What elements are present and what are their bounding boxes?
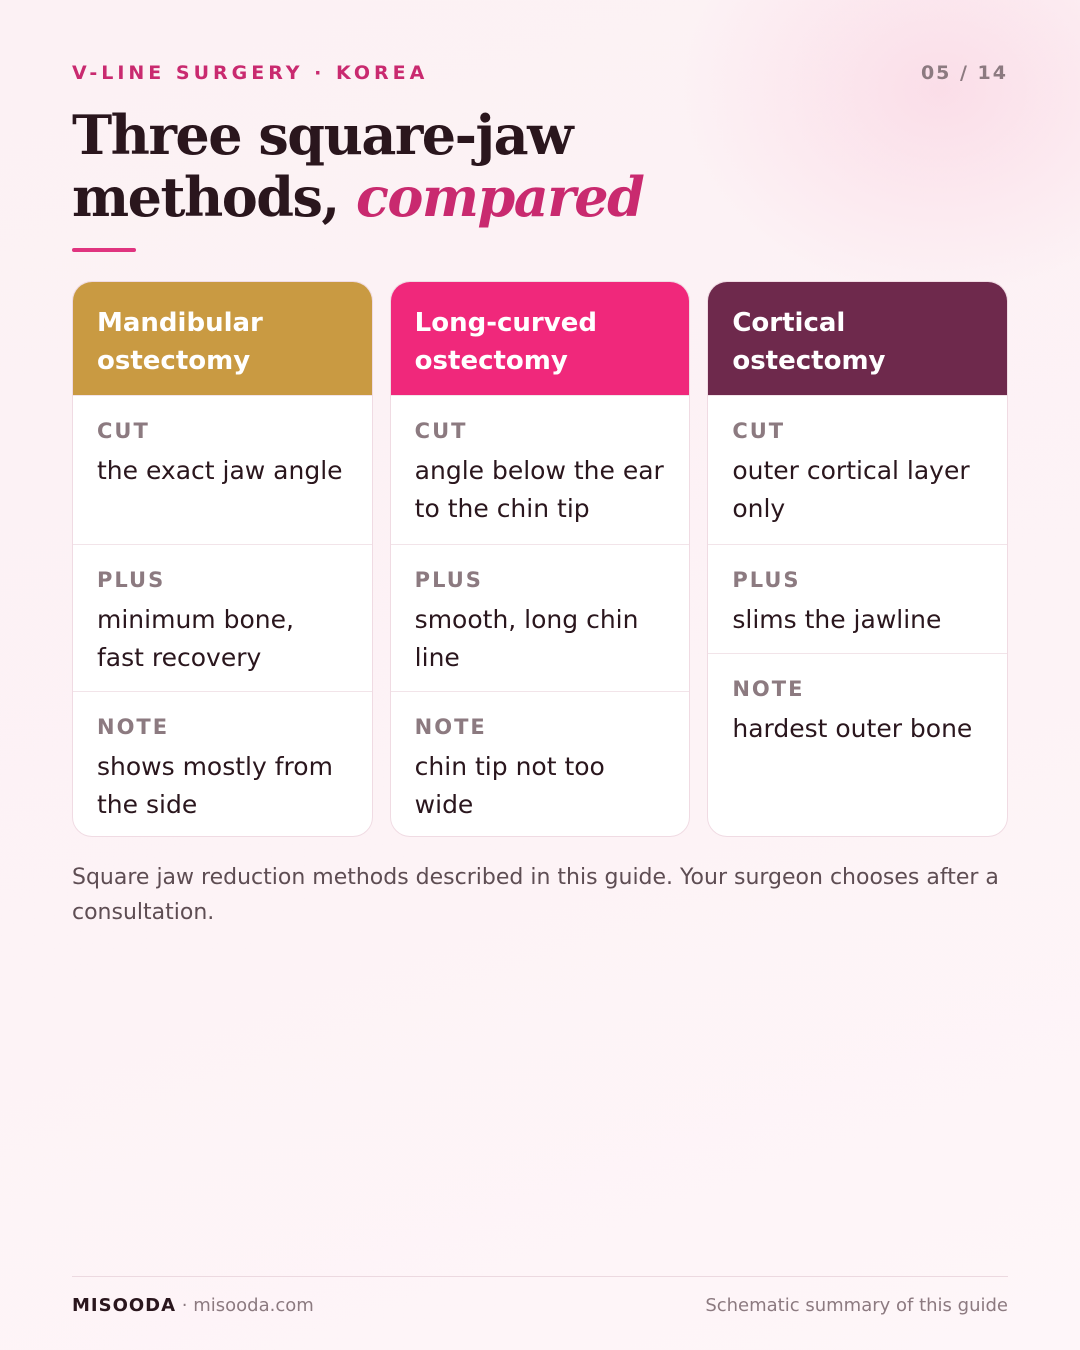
card-header: Mandibular ostectomy (73, 282, 372, 395)
card-row-cut (73, 395, 372, 544)
row-label: CUT (732, 419, 786, 443)
page-title (72, 104, 832, 228)
page-counter: 05 / 14 (920, 62, 1008, 84)
row-text: angle below the ear to the chin tip (414, 456, 664, 523)
card-row-plus (73, 544, 372, 691)
caption: Square jaw reduction methods described in this guide. Your surgeon chooses after a consultation. (72, 865, 999, 925)
card-row-note (708, 653, 1007, 748)
row-label: PLUS (97, 568, 166, 592)
row-label: CUT (414, 419, 468, 443)
card-header: Long-curved ostectomy (391, 282, 690, 395)
footer-note: Schematic summary of this guide (705, 1295, 1008, 1316)
title-accent-word: compared (356, 165, 644, 229)
row-text: shows mostly from the side (97, 752, 333, 819)
row-text: minimum bone, fast recovery (97, 605, 294, 672)
brand-site-link[interactable]: misooda.com (193, 1295, 314, 1316)
card-row-cut (708, 395, 1007, 544)
brand-name: MISOODA (72, 1295, 177, 1316)
method-card-cortical (707, 281, 1008, 837)
row-label: PLUS (732, 568, 801, 592)
card-row-plus (391, 544, 690, 691)
row-text: the exact jaw angle (97, 456, 343, 485)
footer-divider (72, 1276, 1008, 1277)
card-row-cut (391, 395, 690, 544)
row-text: slims the jawline (732, 605, 942, 634)
brand-separator: · (176, 1295, 194, 1316)
card-row-plus (708, 544, 1007, 653)
row-text: outer cortical layer only (732, 456, 970, 523)
row-label: CUT (97, 419, 150, 443)
footer-brand (72, 1295, 314, 1316)
eyebrow-label: V-LINE SURGERY · KOREA (72, 62, 429, 84)
row-text: chin tip not too wide (414, 752, 605, 819)
row-label: NOTE (732, 677, 805, 701)
card-row-note (73, 691, 372, 824)
row-label: PLUS (414, 568, 483, 592)
title-line-2: methods, (72, 165, 339, 229)
row-text: hardest outer bone (732, 714, 973, 743)
method-card-long-curved (390, 281, 691, 837)
card-row-note (391, 691, 690, 824)
title-line-1: Three square-jaw (72, 103, 573, 167)
card-header: Cortical ostectomy (708, 282, 1007, 395)
row-label: NOTE (414, 715, 487, 739)
title-underline (72, 248, 136, 252)
method-card-mandibular (72, 281, 373, 837)
row-label: NOTE (97, 715, 170, 739)
method-cards (72, 281, 1008, 837)
row-text: smooth, long chin line (414, 605, 639, 672)
